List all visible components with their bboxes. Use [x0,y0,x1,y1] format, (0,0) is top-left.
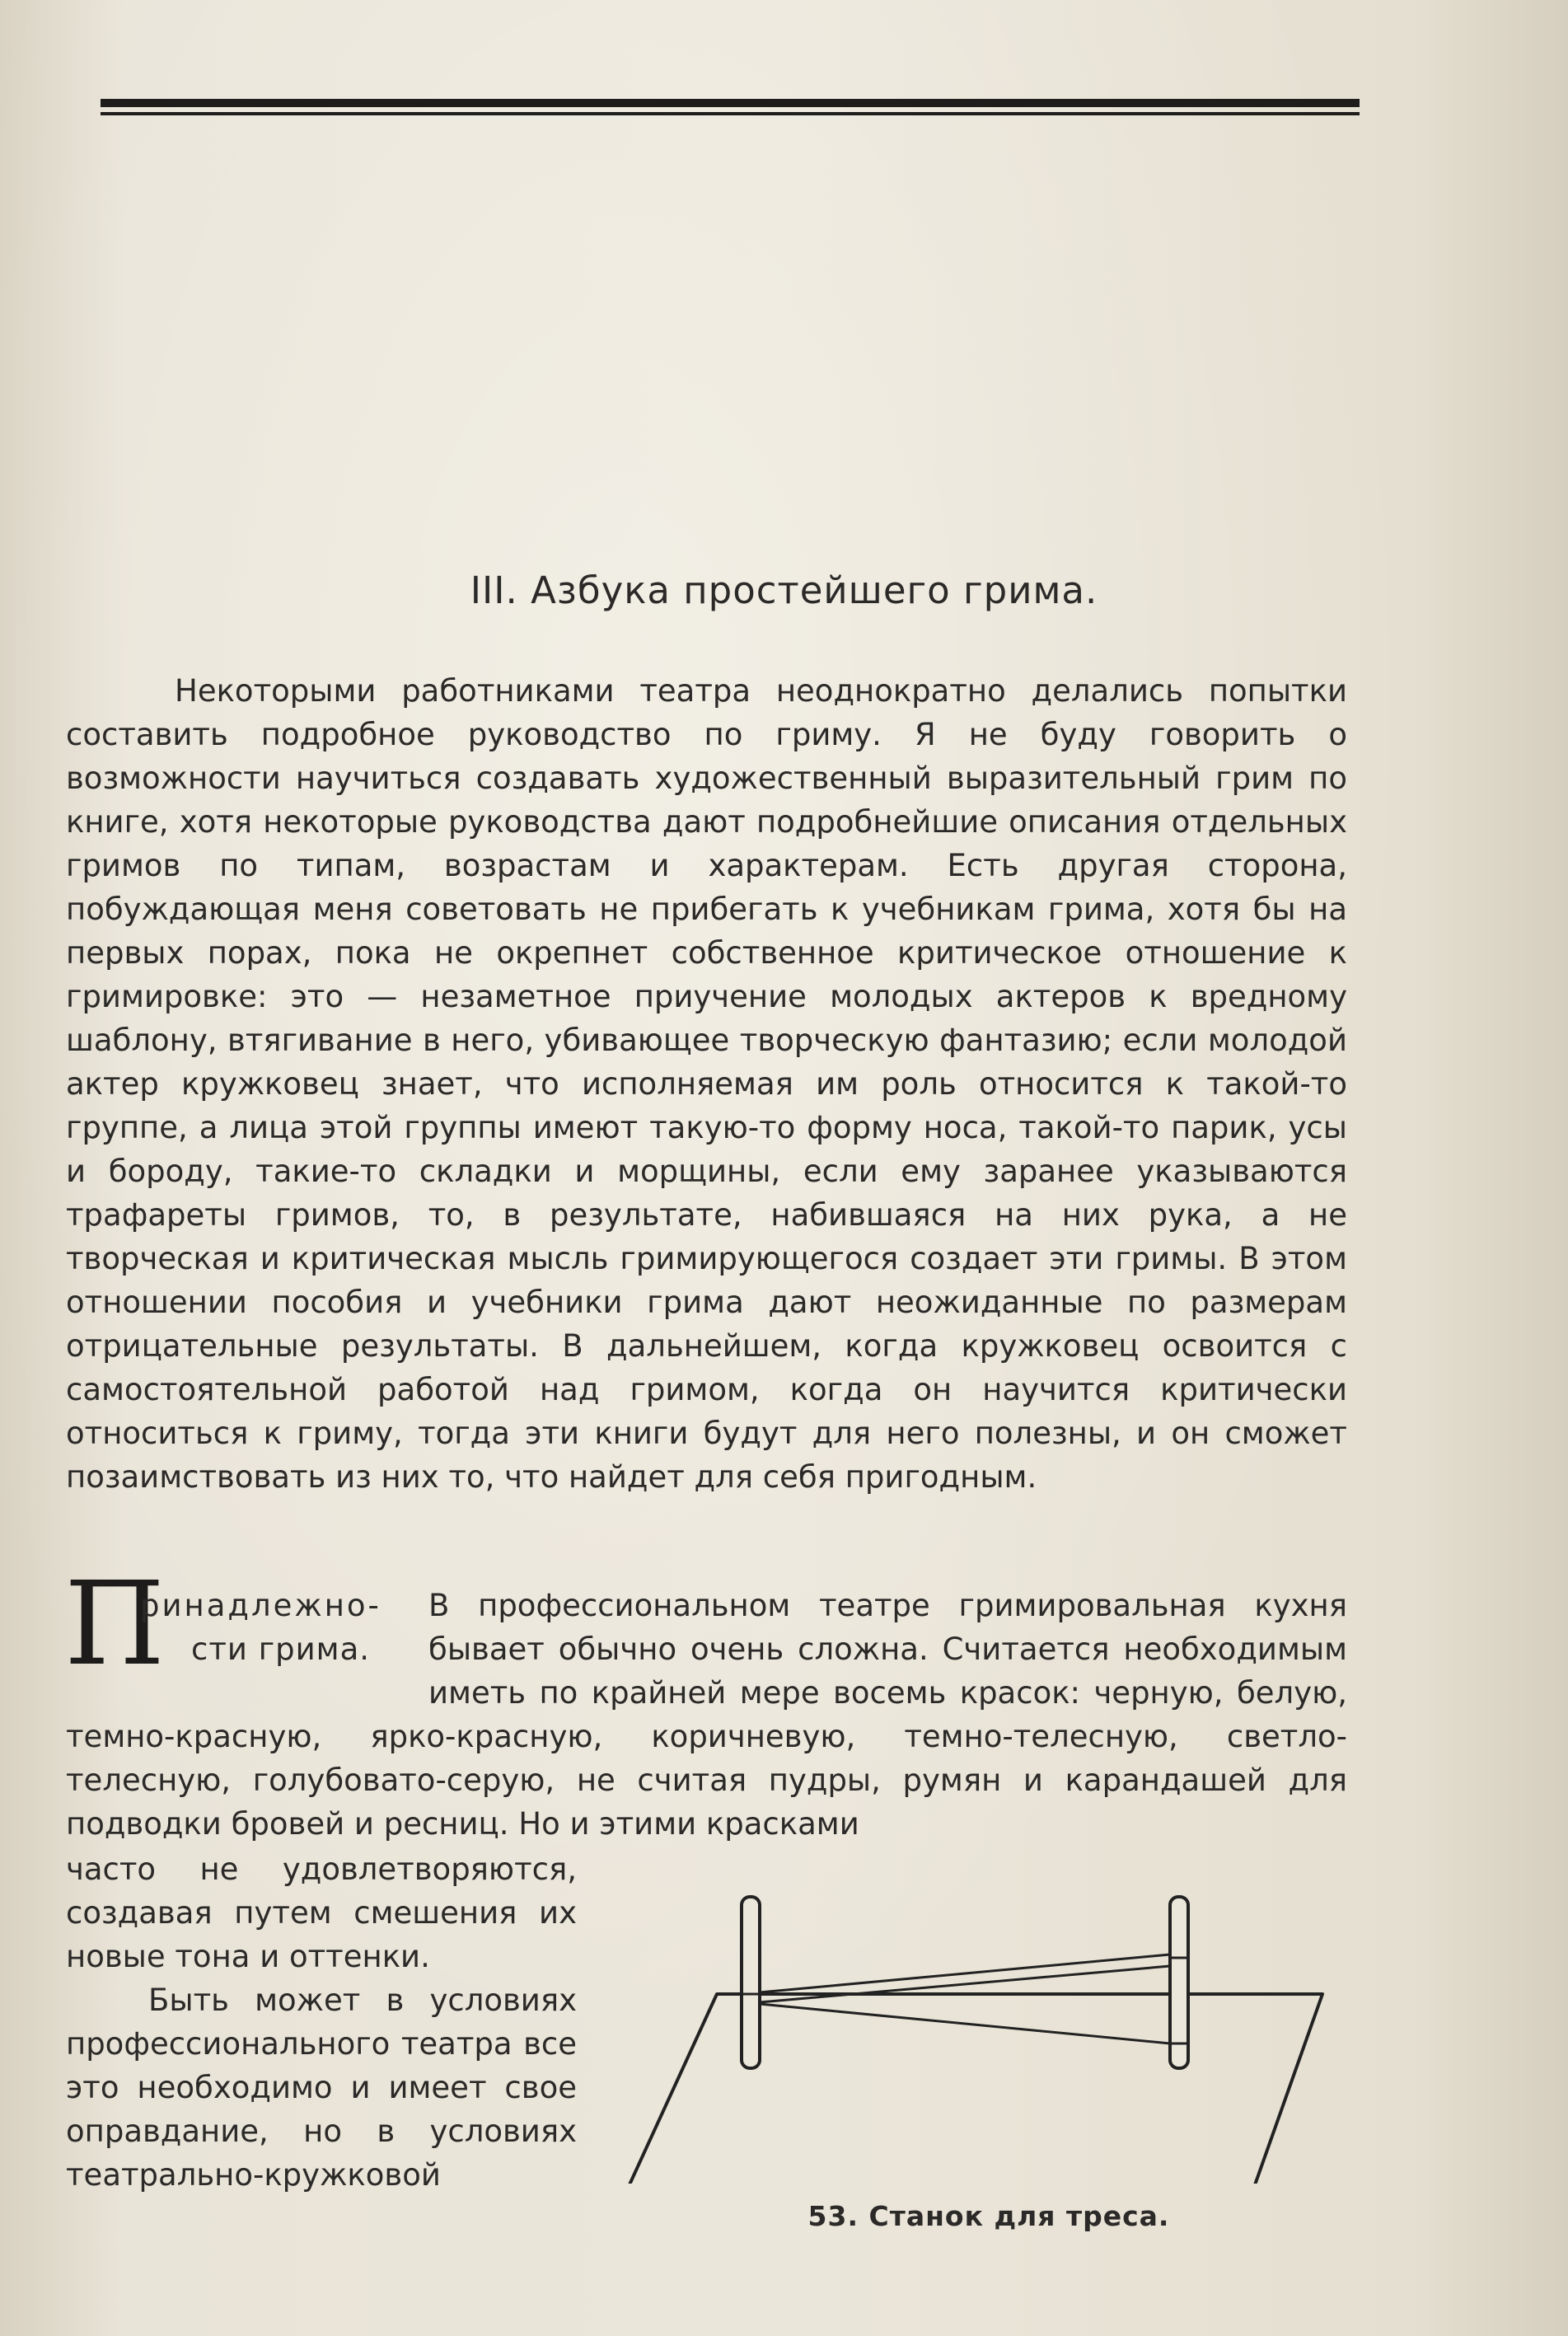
paragraph-2 [66,1584,1347,1846]
figure-caption: 53. Станок для треса. [807,2200,1170,2232]
section-heading-line-2: сти грима. [191,1631,371,1667]
chapter-title: III. Азбука простейшего грима. [470,569,1098,612]
board-outline [626,1994,1322,2184]
header-rule-thin [101,112,1360,115]
left-post [742,1897,760,2068]
paragraph-2-text: В профессиональном театре гримировальная кухня бывает обычно очень сложна. Считается необходимым иметь по крайней мере восемь красок: черную, белую, темно-красную, ярко-красную, коричневую, темно-телесную, светло-телесную, голубовато-серую, не считая пудры, румян и карандашей для подводки бровей и ресниц. Но и этими красками [66,1588,1347,1842]
drop-cap: П [64,1557,166,1692]
thread-top [760,1954,1170,1992]
thread-lower [760,2004,1170,2043]
column-text-2: Быть может в условиях профессионального театра все это необходимо и имеет свое оправдание, но в условиях театрально-кружковой [66,1983,577,2193]
column-text-1: часто не удовлетворяются, создавая путем смешения их новые тона и оттенки. [66,1851,577,1974]
header-rule-thick [101,99,1360,107]
paragraph-1: Некоторыми работниками театра неоднократно делались попытки составить подробное руководство по гриму. Я не буду говорить о возможности научиться создавать художественный выразительный грим по книге, хотя некоторые руководства дают подробнейшие описания отдельных гримов по типам, возрастам и характерам. Есть другая сторона, побуждающая меня советовать не прибегать к учебникам грима, хотя бы на первых порах, пока не окрепнет собственное критическое отношение к гримировке: это — незаметное приучение молодых актеров к вредному шаблону, втягивание в него, убивающее творческую фантазию; если молодой актер кружковец знает, что исполняемая им роль относится к такой-то группе, а лица этой группы имеют такую-то форму носа, такой-то парик, усы и бороду, такие-то складки и морщины, если ему заранее указываются трафареты гримов, то, в результате, набившаяся на них рука, а не творческая и критическая мысль гримирующегося создает эти гримы. В этом отношении пособия и учебники грима дают неожиданные по размерам отрицательные результаты. В дальнейшем, когда кружковец освоится с самостоятельной работой над гримом, когда он научится критически относиться к гриму, тогда эти книги будут для него полезны, и он сможет позаимствовать из них то, что найдет для себя пригодным. [66,673,1347,1495]
tress-frame-illustration [626,1887,1351,2184]
narrow-text-column [66,1847,577,2197]
section-heading-line-1: ринадлежно- [140,1588,381,1623]
thread-upper [760,1966,1170,2002]
